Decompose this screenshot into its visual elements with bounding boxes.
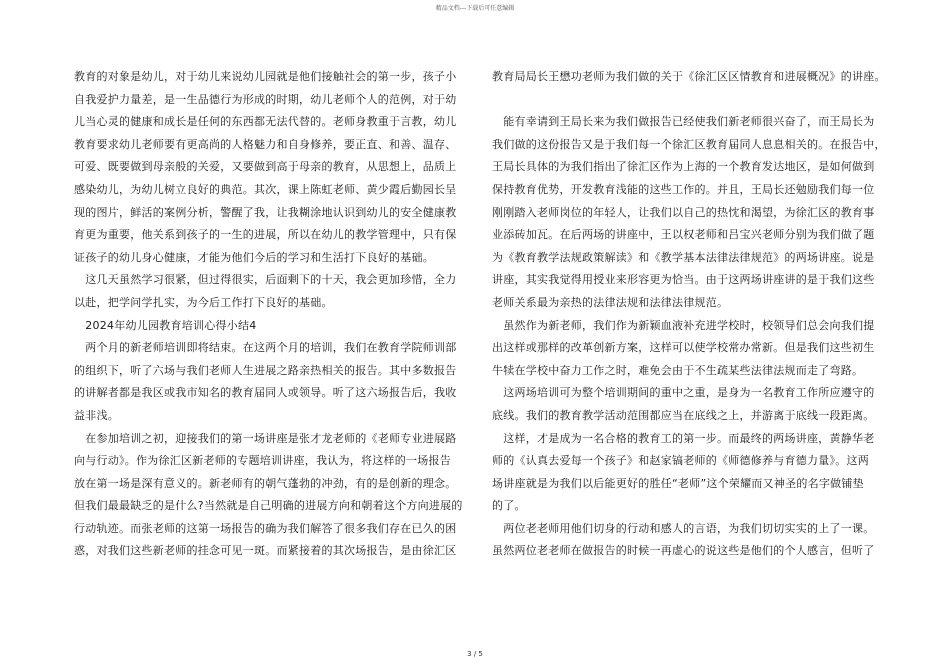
text-line: 为《教育教学法规政策解读》和《教学基本法律法律规范》的两场讲座。说是	[492, 250, 875, 264]
page-number: 3 / 5	[467, 650, 483, 658]
text-line: 王局长具体的为我们指出了徐汇区作为上海的一个教育发达地区，是如何做到	[492, 160, 875, 174]
text-line: 业添砖加瓦。在后两场的讲座中，王以权老师和吕宝兴老师分别为我们做了题	[492, 228, 875, 242]
left-text-column	[74, 66, 462, 563]
text-line: 益非浅。	[74, 408, 119, 422]
text-line: 师的《认真去爱每一个孩子》和赵家镐老师的《师德修养与育德力量》。这两	[492, 454, 869, 468]
text-line: 自我爱护力量差，是一生品德行为形成的时期，幼儿老师个人的范例，对于幼	[74, 92, 457, 106]
text-line: 底线。我们的教育教学活动范围都应当在底线之上，并游离于底线一段距离。	[492, 408, 875, 422]
text-line: 现的图片，鲜活的案例分析，警醒了我，让我糊涂地认识到幼儿的安全健康教	[74, 205, 457, 219]
text-line: 感染幼儿，为幼儿树立良好的典范。其次，课上陈虹老师、黄少霞后勤园长呈	[74, 182, 457, 196]
text-line: 的组织下，听了六场与我们老师人生进展之路亲热相关的报告。其中多数报告	[74, 363, 457, 377]
text-line: 虽然两位老老师在做报告的时候一再虚心的说这些是他们的个人感言，但听了	[492, 544, 875, 558]
text-line: 在参加培训之初，迎接我们的第一场讲座是张才龙老师的《老师专业进展路	[74, 431, 457, 445]
paragraph-gap	[492, 89, 880, 112]
text-line: 行动轨迹。而张老师的这第一场报告的确为我们解答了很多我们存在已久的困	[74, 521, 457, 535]
text-line: 证孩子的幼儿身心健康，才能为他们今后的学习和生活打下良好的基础。	[74, 250, 434, 264]
right-text-column	[492, 66, 886, 563]
text-line: 这两场培训可为整个培训期间的重中之重，是身为一名教育工作所应遵守的	[492, 386, 875, 400]
text-line: 两位老老师用他们切身的行动和感人的言语，为我们切切实实的上了一课。	[492, 521, 875, 535]
text-line: 老师关系最为亲热的法律法规和法律法律规范。	[492, 295, 729, 309]
text-line: 可爱、既要做到母亲般的关爱，又要做到高于母亲的教育，从思想上，品质上	[74, 160, 457, 174]
text-line: 向与行动》。作为徐汇区新老师的专题培训讲座，我认为，将这样的一场报告	[74, 454, 451, 468]
text-line: 出这样或那样的改革创新方案，这样可以使学校常办常新。但是我们这些初生	[492, 341, 875, 355]
text-line: 两个月的新老师培训即将结束。在这两个月的培训，我们在教育学院师训部	[74, 341, 457, 355]
text-line: 讲座，其实我觉得用授业来形容更为恰当。由于这两场讲座讲的是于我们这些	[492, 273, 875, 287]
text-line: 虽然作为新老师，我们作为新颖血液补充进学校时，校领导们总会向我们提	[492, 318, 875, 332]
text-line: 的了。	[492, 499, 526, 513]
text-line: 这几天虽然学习很紧，但过得很实，后面剩下的十天，我会更加珍惜，全力	[74, 273, 457, 287]
text-line: 保持教育优势，开发教育浅能的这些工作的。并且，王局长还勉励我们每一位	[492, 182, 875, 196]
text-line: 牛犊在学校中奋力工作之时，难免会由于不生疏某些法律法规而走了弯路。	[492, 363, 864, 377]
text-line: 场讲座就是为我们以后能更好的胜任“老师”这个荣耀而又神圣的名字做铺垫	[492, 476, 864, 490]
text-line: 但我们最最缺乏的是什么?当然就是自己明确的进展方向和朝着这个方向进展的	[74, 499, 463, 513]
text-line: 惑，对我们这些新老师的挂念可见一斑。而紧接着的其次场报告，是由徐汇区	[74, 544, 457, 558]
text-line: 的讲解者都是我区或我市知名的教育届同人或领导。听了这六场报告后，我收	[74, 386, 457, 400]
text-line: 我们做的这份报告又是于我们每一个徐汇区教育届同人息息相关的。在报告中，	[492, 137, 886, 151]
text-line: 以赴，把学问学扎实，为今后工作打下良好的基础。	[74, 295, 333, 309]
page-header: 精品文档---下载后可任意编辑	[435, 5, 515, 12]
section-heading: 2024年幼儿园教育培训心得小结4	[74, 318, 257, 332]
text-line: 儿当心灵的健康和成长是任何的东西都无法代替的。老师身教重于言教，幼儿	[74, 115, 457, 129]
text-line: 育更为重要，他关系到孩子的一生的进展，所以在幼儿的教学管理中，只有保	[74, 228, 457, 242]
text-line: 能有幸请到王局长来为我们做报告已经使我们新老师很兴奋了，而王局长为	[492, 115, 875, 129]
text-line: 教育的对象是幼儿，对于幼儿来说幼儿园就是他们接触社会的第一步，孩子小	[74, 70, 457, 83]
text-line: 这样，才是成为一名合格的教育工的第一步。而最终的两场讲座，黄静华老	[492, 431, 875, 445]
text-line: 教育局局长王懋功老师为我们做的关于《徐汇区区情教育和进展概况》的讲座。	[492, 70, 886, 83]
text-line: 刚刚踏入老师岗位的年轻人，让我们以自己的热忱和渴望，为徐汇区的教育事	[492, 205, 875, 219]
text-line: 教育要求幼儿老师要有更高尚的人格魅力和自身修养，要正直、和善、温存、	[74, 137, 457, 151]
text-line: 放在第一场是深有意义的。新老师有的朝气蓬勃的冲劲，有的是创新的理念。	[74, 476, 457, 490]
